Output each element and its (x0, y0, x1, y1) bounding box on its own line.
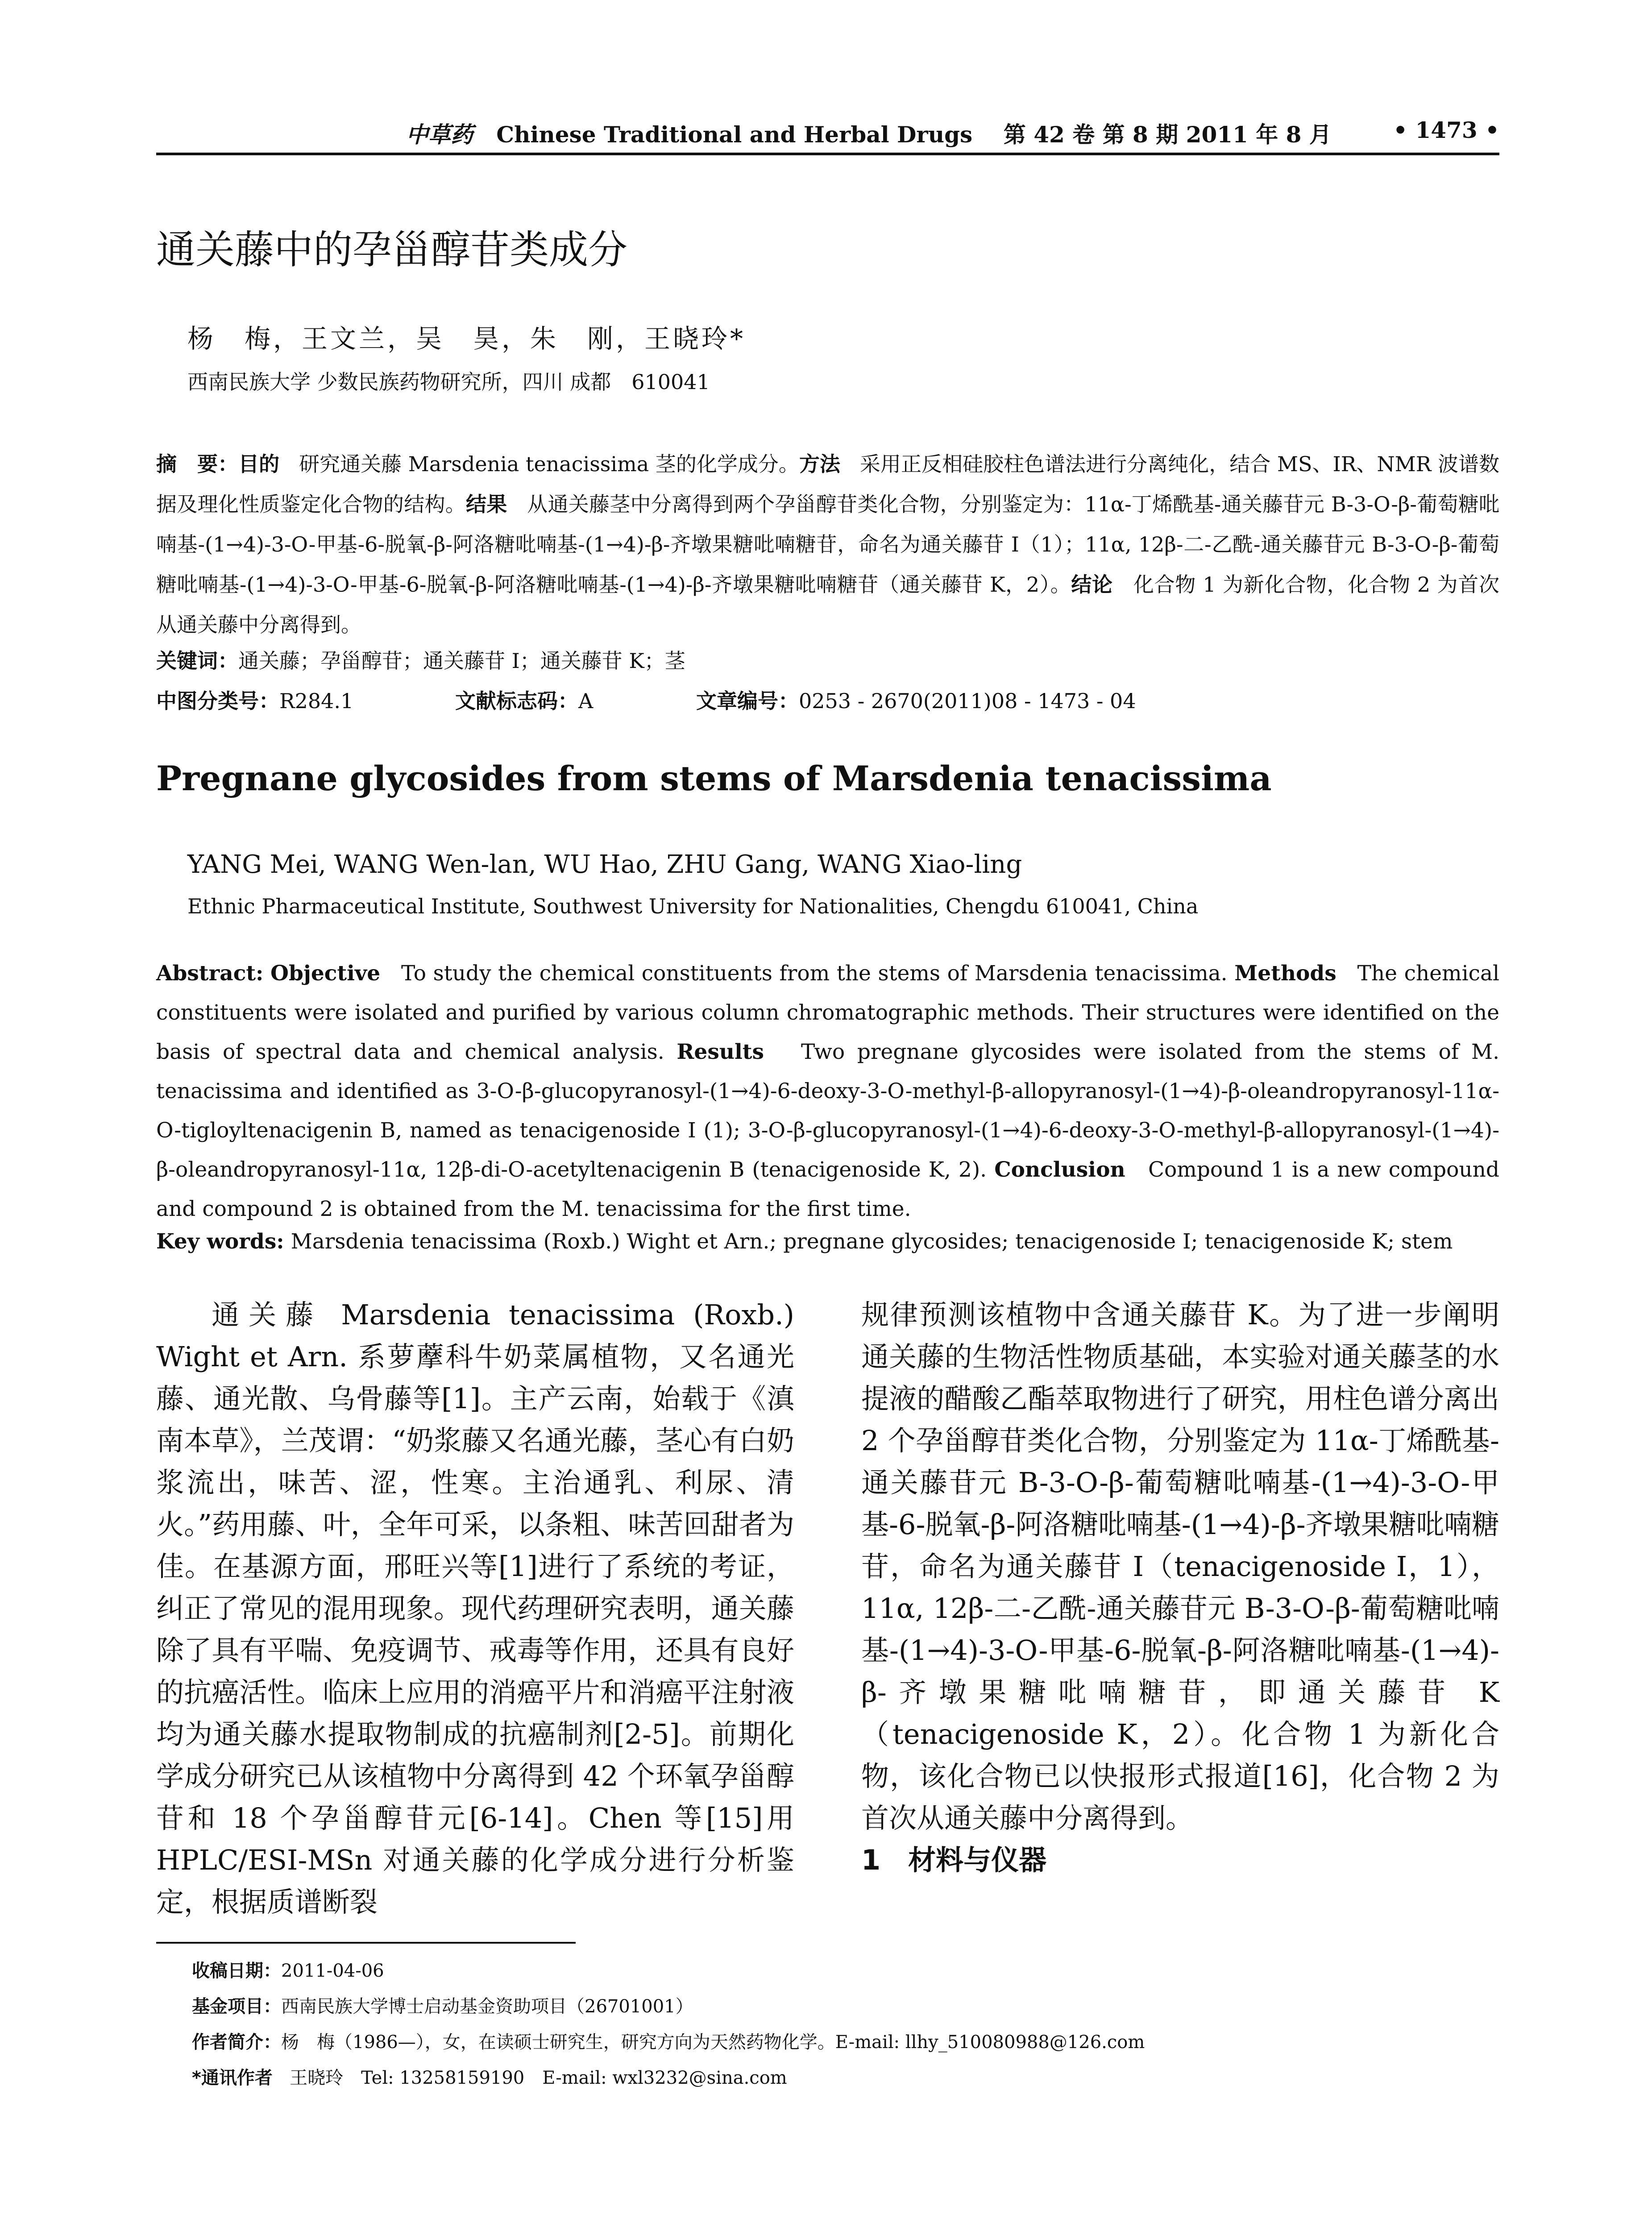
volume-issue: 第 42 卷 第 8 期 2011 年 8 月 (1003, 121, 1332, 148)
en-conclusion: Compound 1 is a new compound and compound 2 is obtained from the M. tenacissima for the first time. (156, 1157, 1499, 1221)
doc-label: 文献标志码： (455, 689, 578, 713)
cn-results-label: 结果 (465, 492, 507, 516)
body-paragraph-left: 通关藤 Marsdenia tenacissima (Roxb.) Wight et Arn. 系萝藦科牛奶菜属植物，又名通光藤、通光散、乌骨藤等[1]。主产云南，始载于《滇南本草》，兰茂谓：“奶浆藤又名通光藤，茎心有白奶浆流出，味苦、涩，性寒。主治通乳、利尿、清火。”药用藤、叶，全年可采，以条粗、味苦回甜者为佳。在基源方面，邢旺兴等[1]进行了系统的考证，纠正了常见的混用现象。现代药理研究表明，通关藤除了具有平喘、免疫调节、戒毒等作用，还具有良好的抗癌活性。临床上应用的消癌平片和消癌平注射液均为通关藤水提取物制成的抗癌制剂[2-5]。前期化学成分研究已从该植物中分离得到 42 个环氧孕甾醇苷和 18 个孕甾醇苷元[6-14]。Chen 等[15]用 HPLC/ESI-MSn 对通关藤的化学成分进行分析鉴定，根据质谱断裂 (156, 1298, 794, 1918)
cn-methods-label: 方法 (799, 452, 840, 476)
cn-affiliation: 西南民族大学 少数民族药物研究所，四川 成都 610041 (187, 370, 710, 394)
cn-title: 通关藤中的孕甾醇苷类成分 (156, 227, 628, 273)
en-methods-label: Methods (1234, 961, 1337, 986)
en-results: Two pregnane glycosides were isolated from the stems of M. tenacissima and identified as 3-O-β-glucopyranosyl-(1→4)-6-deoxy-3-O-methyl-β-allopyranosyl-(1→4)-β-oleandropyranosyl-11α-O-tigloyltenacigenin B, named as tenacigenoside I (1); 3-O-β-glucopyranosyl-(1→4)-6-deoxy-3-O-methyl-β-allopyranosyl-(1→4)-β-oleandropyranosyl-11α, 12β-di-O-acetyltenacigenin B (tenacigenoside K, 2). (156, 1040, 1500, 1182)
en-abstract-label: Abstract: (156, 961, 264, 986)
en-keywords-label: Key words: (156, 1229, 284, 1254)
en-authors: YANG Mei, WANG Wen-lan, WU Hao, ZHU Gang, WANG Xiao-ling (187, 850, 1022, 879)
cn-keywords (156, 645, 685, 674)
class-label: 中图分类号： (156, 689, 279, 713)
fund-value: 西南民族大学博士启动基金资助项目（26701001） (281, 1996, 693, 2017)
body-left-column (156, 1294, 794, 1923)
author-label: 作者简介： (192, 2032, 281, 2053)
cn-doc-code (455, 685, 593, 714)
cn-objective-label: 目的 (238, 452, 280, 476)
cn-classification (156, 685, 353, 714)
footnote-fund (192, 1992, 693, 2018)
cn-article-number (696, 685, 1136, 714)
footnote-author (192, 2028, 1145, 2053)
page-number: • 1473 • (1393, 117, 1499, 143)
section-heading: 1 材料与仪器 (861, 1844, 1047, 1876)
doc-value: A (578, 689, 594, 713)
footnote-corresponding (192, 2064, 787, 2089)
cn-results: 从通关藤茎中分离得到两个孕甾醇苷类化合物，分别鉴定为：11α-丁烯酰基-通关藤苷元 B-3-O-β-葡萄糖吡喃基-(1→4)-3-O-甲基-6-脱氧-β-阿洛糖吡喃基-(1→4)-β-齐墩果糖吡喃糖苷，命名为通关藤苷 I（1）；11α, 12β-二-乙酰-通关藤苷元 B-3-O-β-葡萄糖吡喃基-(1→4)-3-O-甲基-6-脱氧-β-阿洛糖吡喃基-(1→4)-β-齐墩果糖吡喃糖苷（通关藤苷 K，2）。 (156, 492, 1499, 597)
corr-label: *通讯作者 (192, 2068, 273, 2088)
cn-objective: 研究通关藤 Marsdenia tenacissima 茎的化学成分。 (299, 452, 799, 476)
cn-conclusion-label: 结论 (1071, 572, 1113, 597)
en-objective: To study the chemical constituents from the stems of Marsdenia tenacissima. (401, 961, 1228, 986)
body-right-column (861, 1294, 1499, 1881)
article-label: 文章编号： (696, 689, 799, 713)
en-methods: The chemical constituents were isolated and purified by various column chromatographic methods. Their structures were identified on the basis of spectral data and chemical analysis. (156, 961, 1499, 1064)
cn-keywords-value: 通关藤；孕甾醇苷；通关藤苷 I；通关藤苷 K；茎 (238, 649, 685, 673)
cn-conclusion: 化合物 1 为新化合物，化合物 2 为首次从通关藤中分离得到。 (156, 572, 1500, 637)
en-keywords (156, 1229, 1499, 1254)
journal-name-en: Chinese Traditional and Herbal Drugs (496, 121, 973, 148)
en-abstract (156, 954, 1499, 1229)
cn-methods: 采用正反相硅胶柱色谱法进行分离纯化，结合 MS、IR、NMR 波谱数据及理化性质鉴定化合物的结构。 (156, 452, 1500, 516)
en-affiliation: Ethnic Pharmaceutical Institute, Southwest University for Nationalities, Chengdu 610041, China (187, 894, 1199, 918)
cn-authors: 杨 梅，王文兰，吴 昊，朱 刚，王晓玲* (187, 323, 746, 354)
en-results-label: Results (677, 1040, 764, 1064)
received-label: 收稿日期： (192, 1961, 281, 1981)
class-value: R284.1 (279, 689, 354, 713)
received-value: 2011-04-06 (281, 1961, 384, 1981)
running-header (156, 117, 1499, 153)
cn-abstract (156, 444, 1499, 645)
body-paragraph-right: 规律预测该植物中含通关藤苷 K。为了进一步阐明通关藤的生物活性物质基础，本实验对通关藤茎的水提液的醋酸乙酯萃取物进行了研究，用柱色谱分离出 2 个孕甾醇苷类化合物，分别鉴定为 11α-丁烯酰基-通关藤苷元 B-3-O-β-葡萄糖吡喃基-(1→4)-3-O-甲基-6-脱氧-β-阿洛糖吡喃基-(1→4)-β-齐墩果糖吡喃糖苷，命名为通关藤苷 I（tenacigenoside I，1），11α, 12β-二-乙酰-通关藤苷元 B-3-O-β-葡萄糖吡喃基-(1→4)-3-O-甲基-6-脱氧-β-阿洛糖吡喃基-(1→4)-β-齐墩果糖吡喃糖苷，即通关藤苷 K（tenacigenoside K，2）。化合物 1 为新化合物，该化合物已以快报形式报道[16]，化合物 2 为首次从通关藤中分离得到。 (861, 1298, 1499, 1834)
journal-name-cn: 中草药 (406, 121, 473, 148)
en-objective-label: Objective (270, 961, 381, 986)
footnote-rule (156, 1942, 576, 1944)
fund-label: 基金项目： (192, 1996, 281, 2017)
cn-keywords-label: 关键词： (156, 649, 238, 673)
footnote-received (192, 1957, 384, 1982)
header-left (406, 117, 1332, 149)
cn-abstract-label: 摘 要： (156, 452, 239, 476)
corr-value: 王晓玲 Tel: 13258159190 E-mail: wxl3232@sina.com (290, 2068, 787, 2088)
en-conclusion-label: Conclusion (994, 1157, 1125, 1182)
en-keywords-value: Marsdenia tenacissima (Roxb.) Wight et Arn.; pregnane glycosides; tenacigenoside I; tenacigenoside K; stem (291, 1229, 1453, 1254)
article-value: 0253 - 2670(2011)08 - 1473 - 04 (799, 689, 1136, 713)
header-rule (156, 153, 1499, 155)
author-value: 杨 梅（1986—），女，在读硕士研究生，研究方向为天然药物化学。E-mail: llhy_510080988@126.com (281, 2032, 1145, 2053)
en-title: Pregnane glycosides from stems of Marsdenia tenacissima (156, 759, 1272, 798)
